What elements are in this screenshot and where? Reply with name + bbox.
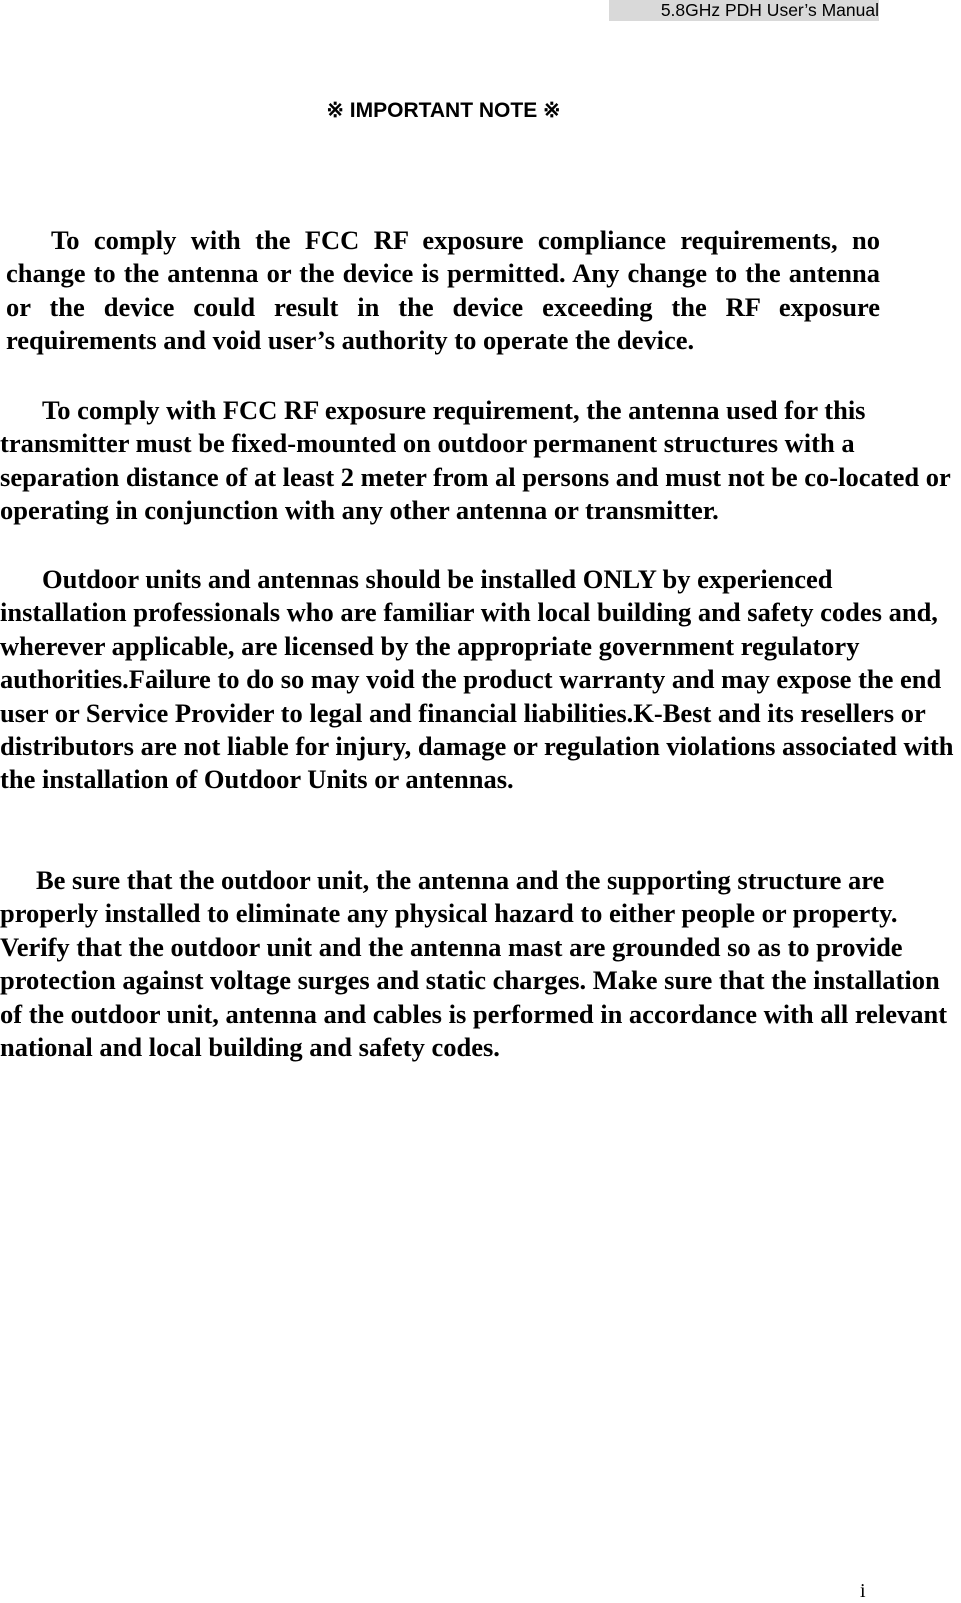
installation-professionals-paragraph: Outdoor units and antennas should be installed ONLY by experienced installation professionals who are familiar with local building and safety codes and, wherever applicable, are licensed by the appropriate government regulatory authorities.Failure to do so may void the product warranty and may expose the end user or Service Provider to legal and financial liabilities.K-Best and its resellers or distributors are not liable for injury, damage or regulation violations associated with the installation of Outdoor Units or antennas.: [0, 564, 954, 795]
rf-exposure-paragraph: To comply with FCC RF exposure requirement, the antenna used for this transmitter must be fixed-mounted on outdoor permanent structures with a separation distance of at least 2 meter from al persons and must not be co-located or operating in conjunction with any other antenna or transmitter.: [0, 395, 951, 526]
fcc-compliance-paragraph: To comply with the FCC RF exposure compliance requirements, no change to the antenna or the device is permitted. Any change to the antenna or the device could result in the device exceeding the RF exposure requirements and void user’s authority to operate the device.: [6, 225, 880, 356]
important-note-title: ※ IMPORTANT NOTE ※: [326, 99, 561, 122]
running-header: 5.8GHz PDH User’s Manual: [609, 0, 879, 21]
page-number: i: [860, 1580, 866, 1602]
safety-grounding-paragraph: Be sure that the outdoor unit, the antenna and the supporting structure are properly installed to eliminate any physical hazard to either people or property. Verify that the outdoor unit and the antenna mast are grounded so as to provide protection against voltage surges and static charges. Make sure that the installation of the outdoor unit, antenna and cables is performed in accordance with all relevant national and local building and safety codes.: [0, 865, 948, 1063]
